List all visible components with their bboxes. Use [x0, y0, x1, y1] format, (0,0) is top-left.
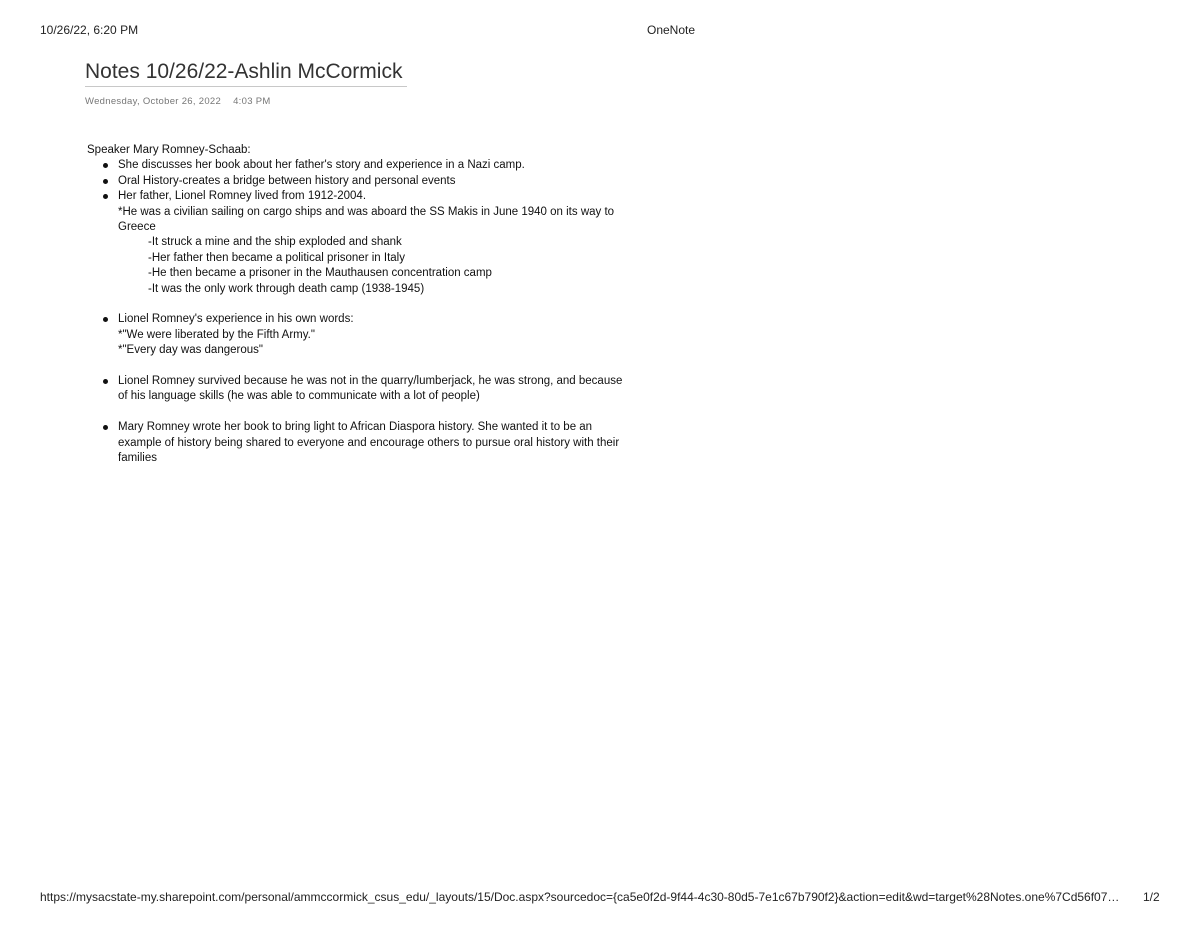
page-timestamp [85, 96, 271, 107]
list-item-text: Lionel Romney's experience in his own words: [118, 313, 354, 326]
list-item-detail: -It was the only work through death camp (1938-1945) [148, 282, 425, 295]
print-url: https://mysacstate-my.sharepoint.com/personal/ammccormick_csus_edu/_layouts/15/Doc.aspx?sourcedoc={ca5e0f2d-9f44-4c30-80d5-7e1c67b790f2}&action=edit&wd=target%28Notes.one%7Cd56f07… [40, 890, 1120, 904]
list-item-detail: -It struck a mine and the ship exploded and shank [148, 236, 402, 249]
list-item [118, 189, 627, 297]
list-item-subnote: *He was a civilian sailing on cargo ships and was aboard the SS Makis in June 1940 on its way to Greece [118, 205, 615, 234]
list-item [118, 374, 627, 405]
list-item-text: Her father, Lionel Romney lived from 1912-2004. [118, 190, 367, 203]
list-item [118, 158, 627, 173]
list-item [118, 420, 627, 466]
list-item-detail: -He then became a prisoner in the Mauthausen concentration camp [148, 267, 492, 280]
notes-bullet-list [87, 158, 627, 466]
speaker-line: Speaker Mary Romney-Schaab: [87, 144, 251, 156]
page-time: 4:03 PM [233, 96, 271, 107]
print-page-number: 1/2 [1143, 890, 1160, 904]
list-item-text: Lionel Romney survived because he was not in the quarry/lumberjack, he was strong, and because of his language skills (he was able to communicate with a lot of people) [118, 375, 623, 403]
list-item-text: Oral History-creates a bridge between history and personal events [118, 174, 456, 187]
page-title: Notes 10/26/22-Ashlin McCormick [85, 60, 407, 87]
list-item-detail: -Her father then became a political prisoner in Italy [148, 251, 405, 264]
print-datetime: 10/26/22, 6:20 PM [40, 23, 139, 37]
list-item-text: She discusses her book about her father's story and experience in a Nazi camp. [118, 159, 525, 172]
list-item-text: Mary Romney wrote her book to bring light to African Diaspora history. She wanted it to be an example of history being shared to everyone and encourage others to pursue oral history with their families [118, 421, 620, 465]
note-body [87, 143, 627, 466]
page-date: Wednesday, October 26, 2022 [85, 96, 222, 107]
list-item [118, 174, 627, 189]
list-item-subnote: *"We were liberated by the Fifth Army." [118, 328, 315, 341]
list-item-subnote: *"Every day was dangerous" [118, 344, 263, 357]
print-app-name: OneNote [647, 23, 696, 37]
list-item [118, 312, 627, 358]
